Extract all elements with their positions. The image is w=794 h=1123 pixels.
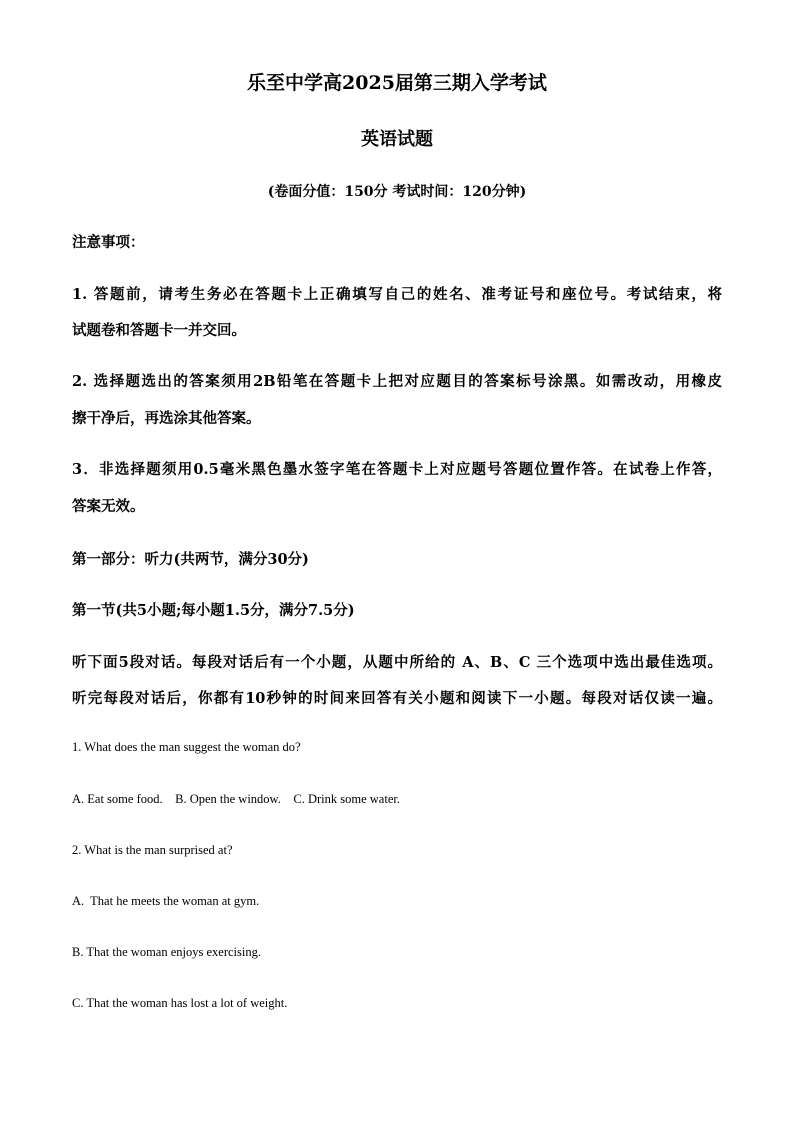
note-2-line-1: 2. 选择题选出的答案须用2B铅笔在答题卡上把对应题目的答案标号涂黑。如需改动，用橡皮 [72, 373, 722, 390]
instructions-line-2: 听完每段对话后，你都有10秒钟的时间来回答有关小题和阅读下一小题。每段对话仅读一遍。 [72, 690, 722, 707]
question-2-option-a: A. That he meets the woman at gym. [72, 894, 260, 908]
note-3-line-2: 答案无效。 [72, 498, 145, 515]
question-2-stem: 2. What is the man surprised at? [72, 843, 233, 857]
note-2-line-2: 擦干净后，再选涂其他答案。 [72, 410, 261, 427]
note-3-line-1: 3．非选择题须用0.5毫米黑色墨水签字笔在答题卡上对应题号答题位置作答。在试卷上作答， [72, 461, 722, 478]
instructions-line-1: 听下面5段对话。每段对话后有一个小题，从题中所给的 A、B、C 三个选项中选出最佳选项。 [72, 654, 722, 671]
question-1-options: A. Eat some food. B. Open the window. C. Drink some water. [72, 792, 400, 806]
notes-heading: 注意事项： [72, 234, 145, 251]
score-info: (卷面分值：150分 考试时间：120分钟) [267, 184, 527, 200]
exam-subtitle: 英语试题 [361, 129, 433, 150]
exam-title: 乐至中学高2025届第三期入学考试 [247, 72, 547, 94]
question-2-option-b: B. That the woman enjoys exercising. [72, 945, 261, 959]
note-1-line-2: 试题卷和答题卡一并交回。 [72, 322, 246, 339]
section1-heading: 第一节(共5小题;每小题1.5分，满分7.5分) [72, 602, 355, 619]
note-1-line-1: 1. 答题前，请考生务必在答题卡上正确填写自己的姓名、准考证号和座位号。考试结束，将 [72, 286, 722, 303]
part1-heading: 第一部分：听力(共两节，满分30分) [72, 551, 309, 568]
question-1-stem: 1. What does the man suggest the woman do? [72, 740, 301, 754]
question-2-option-c: C. That the woman has lost a lot of weight. [72, 996, 288, 1010]
